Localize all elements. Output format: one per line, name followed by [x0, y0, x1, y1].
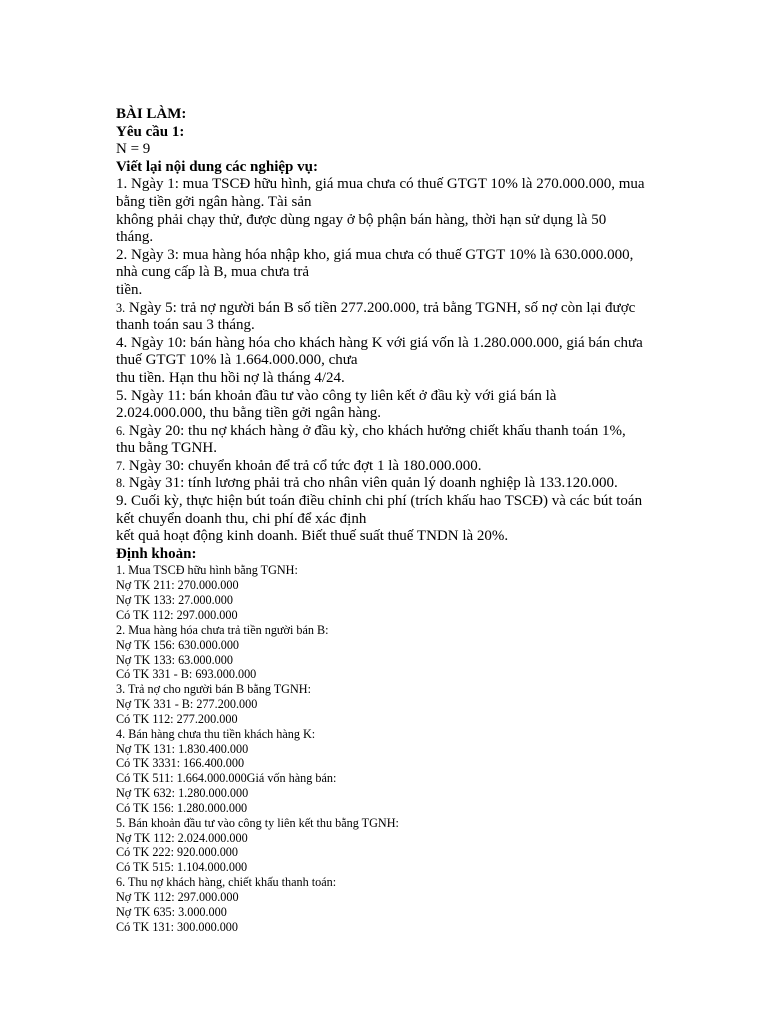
transaction-number: 8. [116, 476, 126, 491]
transaction-text: Ngày 20: thu nợ khách hàng ở đầu kỳ, cho khách hưởng chiết khấu thanh toán 1%, [125, 422, 626, 439]
document-page [116, 106, 696, 935]
transaction-item [116, 335, 696, 388]
transaction-line: thuế GTGT 10% là 1.664.000.000, chưa [116, 352, 358, 369]
entry-line: Có TK 331 - B: 693.000.000 [116, 667, 257, 682]
entry-line: 5. Bán khoản đầu tư vào công ty liên kết thu bằng TGNH: [116, 815, 399, 830]
journal-entries [116, 563, 696, 934]
entry-line: Nợ TK 112: 2.024.000.000 [116, 830, 248, 845]
entry-line: Có TK 156: 1.280.000.000 [116, 800, 248, 815]
entry-line: Nợ TK 635: 3.000.000 [116, 904, 227, 919]
transaction-list [116, 176, 696, 545]
transaction-line: 2. Ngày 3: mua hàng hóa nhập kho, giá mua chưa có thuế GTGT 10% là 630.000.000, [116, 246, 634, 263]
transaction-line: nhà cung cấp là B, mua chưa trả [116, 264, 310, 281]
transaction-line [116, 423, 696, 441]
entry-line: 2. Mua hàng hóa chưa trả tiền người bán B: [116, 622, 329, 637]
entry-line: Nợ TK 133: 27.000.000 [116, 593, 233, 608]
transaction-line: bằng tiền gởi ngân hàng. Tài sản [116, 193, 312, 210]
transaction-line: tiền. [116, 281, 143, 298]
section2-title: Định khoản: [116, 545, 197, 562]
entry-line: Nợ TK 632: 1.280.000.000 [116, 786, 249, 801]
transaction-item [116, 475, 696, 493]
entry-line: Có TK 112: 277.200.000 [116, 711, 238, 726]
entry-line: Nợ TK 112: 297.000.000 [116, 890, 239, 904]
entry-line: 3. Trả nợ cho người bán B bằng TGNH: [116, 682, 311, 697]
entry-line: Có TK 515: 1.104.000.000 [116, 860, 248, 875]
entry-line: Có TK 112: 297.000.000 [116, 607, 238, 622]
section1-title: Viết lại nội dung các nghiệp vụ: [116, 158, 318, 175]
entry-line: Nợ TK 211: 270.000.000 [116, 578, 239, 593]
entry-line: Nợ TK 131: 1.830.400.000 [116, 741, 249, 756]
yeu-cau-heading: Yêu cầu 1: [116, 123, 185, 140]
transaction-line: kết chuyển doanh thu, chi phí để xác định [116, 510, 367, 527]
entry-line: 4. Bán hàng chưa thu tiền khách hàng K: [116, 726, 316, 741]
entry-line: Nợ TK 331 - B: 277.200.000 [116, 697, 258, 712]
transaction-item [116, 247, 696, 300]
entry-line: Có TK 131: 300.000.000 [116, 919, 238, 934]
entry-line: Có TK 511: 1.664.000.000Giá vốn hàng bán: [116, 771, 337, 786]
bai-lam-heading: BÀI LÀM: [116, 106, 187, 122]
transaction-text: Ngày 30: chuyển khoản để trả cổ tức đợt 1 là 180.000.000. [125, 457, 482, 474]
transaction-line [116, 458, 696, 476]
transaction-line: tháng. [116, 229, 154, 246]
entry-line: 6. Thu nợ khách hàng, chiết khấu thanh toán: [116, 875, 337, 890]
transaction-text: Ngày 5: trả nợ người bán B số tiền 277.200.000, trả bằng TGNH, số nợ còn lại được [125, 299, 636, 316]
transaction-item [116, 176, 696, 246]
transaction-line [116, 300, 696, 318]
transaction-line: thanh toán sau 3 tháng. [116, 317, 255, 334]
entry-line: Nợ TK 156: 630.000.000 [116, 637, 240, 652]
entry-line: Có TK 222: 920.000.000 [116, 845, 238, 860]
n-value: N = 9 [116, 141, 151, 158]
transaction-line: 9. Cuối kỳ, thực hiện bút toán điều chỉnh chi phí (trích khấu hao TSCĐ) và các bút toán [116, 493, 643, 510]
transaction-line: 2.024.000.000, thu bằng tiền gởi ngân hàng. [116, 405, 381, 422]
entry-line: Nợ TK 133: 63.000.000 [116, 652, 233, 667]
transaction-number: 3. [116, 300, 126, 315]
transaction-line [116, 475, 696, 493]
entry-line: Có TK 3331: 166.400.000 [116, 756, 245, 771]
transaction-text: Ngày 31: tính lương phải trả cho nhân viên quản lý doanh nghiệp là 133.120.000. [125, 475, 618, 492]
transaction-line: 4. Ngày 10: bán hàng hóa cho khách hàng K với giá vốn là 1.280.000.000, giá bán chưa [116, 334, 643, 351]
entry-line: 1. Mua TSCĐ hữu hình bằng TGNH: [116, 563, 298, 578]
transaction-item [116, 388, 696, 423]
transaction-line: 5. Ngày 11: bán khoản đầu tư vào công ty liên kết ở đầu kỳ với giá bán là [116, 387, 557, 404]
transaction-line: thu tiền. Hạn thu hồi nợ là tháng 4/24. [116, 369, 345, 386]
transaction-item [116, 423, 696, 458]
transaction-line: thu bằng TGNH. [116, 440, 217, 457]
transaction-line: kết quả hoạt động kinh doanh. Biết thuế suất thuế TNDN là 20%. [116, 528, 509, 545]
transaction-number: 6. [116, 423, 126, 438]
transaction-number: 7. [116, 458, 126, 473]
transaction-line: không phải chạy thử, được dùng ngay ở bộ phận bán hàng, thời hạn sử dụng là 50 [116, 211, 607, 228]
transaction-line: 1. Ngày 1: mua TSCĐ hữu hình, giá mua chưa có thuế GTGT 10% là 270.000.000, mua [116, 176, 645, 193]
transaction-item [116, 458, 696, 476]
transaction-item [116, 300, 696, 335]
transaction-item [116, 493, 696, 546]
